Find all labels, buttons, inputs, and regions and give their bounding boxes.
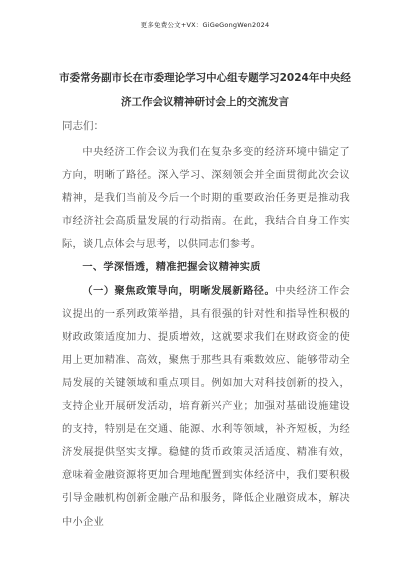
salutation: 同志们： (62, 120, 104, 132)
header-note: 更多免费公文+VX：GiGeGongWen2024 (140, 21, 270, 29)
subsection-heading-1: （一）聚焦政策导向，明晰发展新路径。 (82, 285, 276, 297)
section-heading-1: 一、学深悟透，精准把握会议精神实质 (82, 262, 261, 274)
document-body (62, 141, 350, 534)
subsection-body-1: 中央经济工作会议提出的一系列政策举措，具有很强的针对性和指导性积极的财政政策适度加力、提质增效，这就要求我们在财政资金的使用上更加精准、高效，聚焦于那些具有乘数效应、能够带动全局发展的关键领域和重点项目。例如加大对科技创新的投入，支持企业开展研发活动，培育新兴产业；加强对基础设施建设的支持，特别是在交通、能源、水利等领域，补齐短板，为经济发展提供坚实支撑。稳健的货币政策灵活适度、精准有效，意味着金融资源将更加合理地配置到实体经济中，我们要积极引导金融机构创新金融产品和服务，降低企业融资成本，解决中小企业 (62, 285, 350, 528)
document-title: 市委常务副市长在市委理论学习中心组专题学习2024年中央经济工作会议精神研讨会上的交流发言 (59, 72, 351, 108)
subsection-paragraph-1 (62, 280, 350, 534)
intro-paragraph: 中央经济工作会议为我们在复杂多变的经济环境中锚定了方向，明晰了路径。深入学习、深刻领会并全面贯彻此次会议精神，是我们当前及今后一个时期的重要政治任务更是推动我市经济社会高质量发展的行动指南。在此，我结合自身工作实际，谈几点体会与思考，以供同志们参考。 (62, 147, 350, 251)
